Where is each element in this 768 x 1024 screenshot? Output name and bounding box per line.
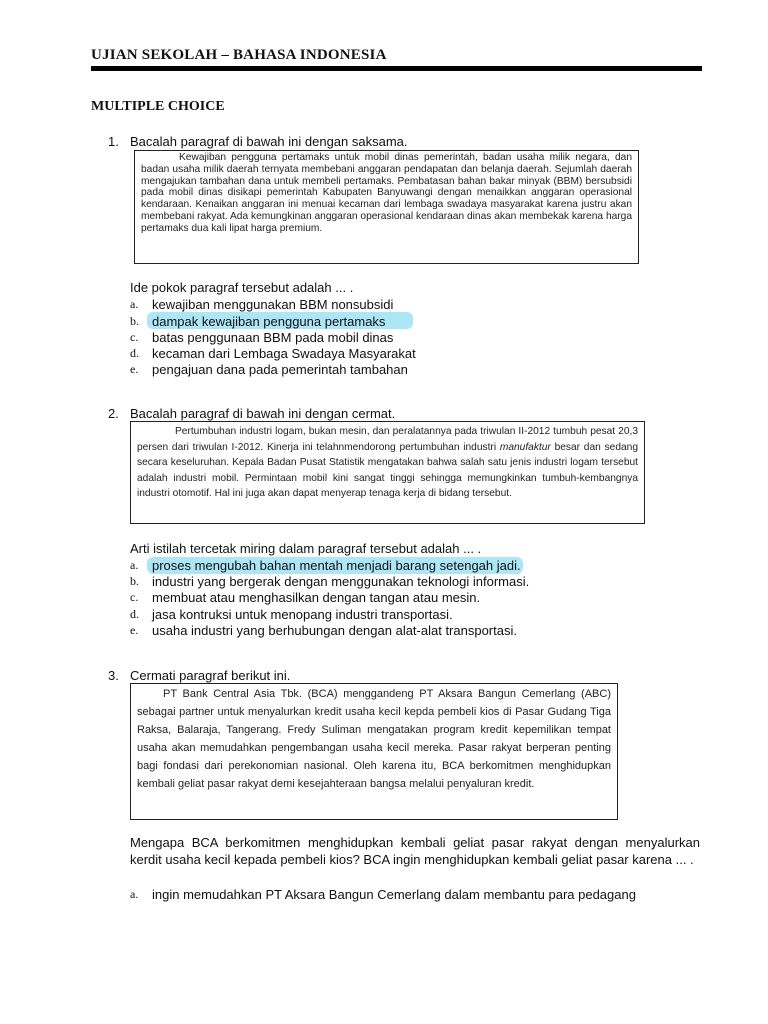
question-instruction: Cermati paragraf berikut ini. [130, 668, 291, 683]
section-heading: MULTIPLE CHOICE [91, 99, 225, 114]
question-instruction: Bacalah paragraf di bawah ini dengan saksama. [130, 134, 408, 149]
option-a-letter: a. [130, 887, 139, 901]
passage-text: PT Bank Central Asia Tbk. (BCA) menggandeng PT Aksara Bangun Cemerlang (ABC) sebagai partner untuk menyalurkan kredit usaha kecil kepda pembeli kios di Pasar Gudang Tiga Raksa, Balaraja, Tangerang. Fredy Suliman mengatakan program kredit kepemilikan tempat usaha akan memudahkan pengembangan usaha kecil mereka. Pasar rakyat berperan penting bagi fondasi dari perekonomian nasional. Oleh karena itu, BCA berkomitmen menghidupkan kembali geliat pasar rakyat demi kesejahteraan bangsa melalui penyaluran kredit. [137, 688, 611, 790]
passage-box [130, 421, 645, 524]
italic-term: manufaktur [499, 441, 551, 453]
question-instruction: Bacalah paragraf di bawah ini dengan cermat. [130, 406, 396, 421]
page-title: UJIAN SEKOLAH – BAHASA INDONESIA [91, 47, 387, 63]
passage-box [130, 683, 618, 820]
option-a[interactable]: ingin memudahkan PT Aksara Bangun Cemerlang dalam membantu para pedagang [152, 887, 636, 902]
question-number: 1. [108, 134, 119, 149]
question-stem: Arti istilah tercetak miring dalam paragraf tersebut adalah ... . [130, 541, 482, 556]
question-number: 2. [108, 406, 119, 421]
question-stem: Ide pokok paragraf tersebut adalah ... . [130, 280, 354, 295]
question-stem: Mengapa BCA berkomitmen menghidupkan kembali geliat pasar rakyat dengan menyalurkan kerdit usaha kecil kepada pembeli kios? BCA ingin menghidupkan kembali geliat pasar karena ... . [130, 835, 700, 867]
title-rule [91, 66, 702, 71]
passage-box [134, 150, 639, 264]
passage-text: Pertumbuhan industri logam, bukan mesin, dan peralatannya pada triwulan II-2012 tumbuh pesat 20,3 persen dari triwulan I-2012. Kinerja ini telahnmendorong pertumbuhan industri manufaktur besar dan sedang secara keseluruhan. Kepala Badan Pusat Statistik mengatakan bahwa salah satu jenis industri logam tersebut adalah industri mobil. Permintaan mobil kini sangat tinggi sehingga memungkinkan tumbuh-kembangnya industri otomotif. Hal ini juga akan dapat menyerap tenaga kerja di bidang tersebut. [137, 426, 638, 500]
passage-text: Kewajiban pengguna pertamaks untuk mobil dinas pemerintah, badan usaha milik negara, dan badan usaha milik daerah ternyata membebani anggaran pendapatan dan belanja daerah. Sejumlah daerah mengajukan tambahan dana untuk membeli pertamaks. Pembatasan bahan bakar minyak (BBM) bersubsidi pada mobil dinas disikapi pemerintah Kabupaten Banyuwangi dengan menaikkan anggaran operasional kendaraan. Kenaikan anggaran ini menuai kecaman dari lembaga swadaya masyarakat karena justru akan membebani rakyat. Ada kemungkinan anggaran operasional kendaraan dinas akan membekak karena harga pertamaks dua kali lipat harga premium. [141, 152, 632, 234]
question-number: 3. [108, 668, 119, 683]
